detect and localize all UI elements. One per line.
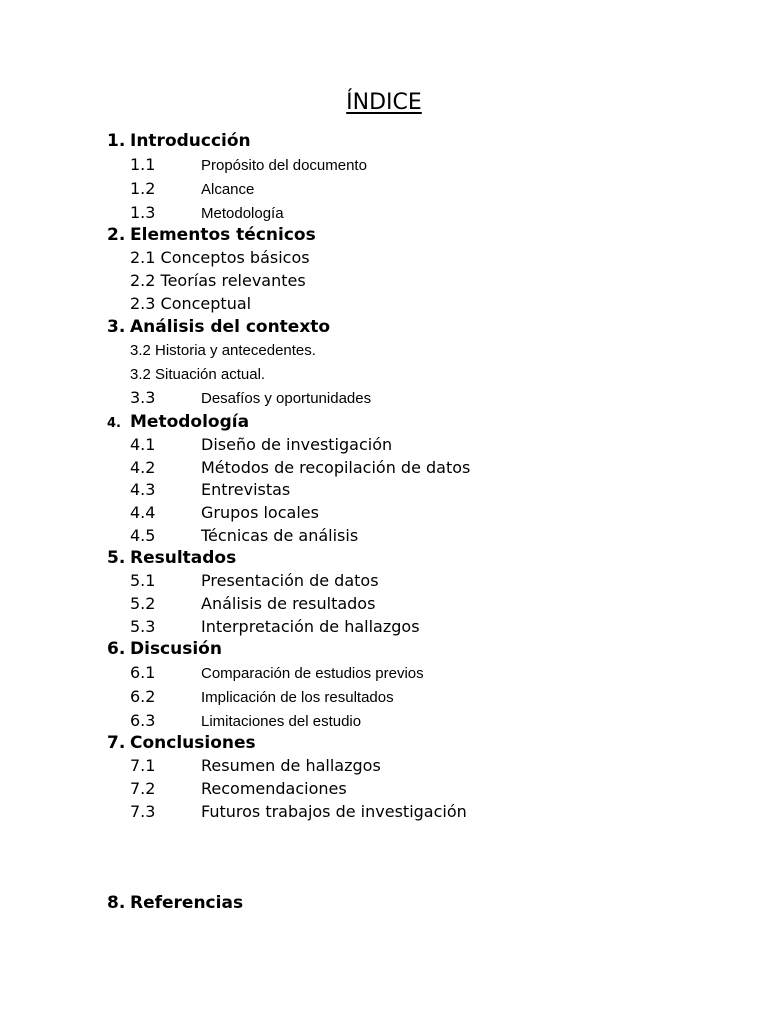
subsection-4-5: 4.5 Técnicas de análisis	[130, 526, 359, 545]
subsection-5-3: 5.3 Interpretación de hallazgos	[130, 617, 420, 636]
section-6-heading: 6. Discusión	[107, 639, 222, 659]
subsection-4-3: 4.3 Entrevistas	[130, 480, 291, 499]
section-2-heading: 2. Elementos técnicos	[107, 225, 316, 245]
subsection-7-2: 7.2 Recomendaciones	[130, 779, 347, 798]
subsection-2-3: 2.3 Conceptual	[130, 294, 252, 313]
subsection-2-1: 2.1 Conceptos básicos	[130, 248, 310, 267]
section-8-heading: 8. Referencias	[107, 893, 244, 913]
subsection-5-1: 5.1 Presentación de datos	[130, 571, 379, 590]
section-number: 1.	[107, 131, 126, 151]
subsection-1-3: 1.3 Metodología	[130, 203, 284, 222]
section-1-heading	[107, 131, 251, 151]
section-7-heading: 7. Conclusiones	[107, 733, 256, 753]
subsection-3-3: 3.3 Desafíos y oportunidades	[130, 388, 372, 407]
section-5-heading: 5. Resultados	[107, 548, 237, 568]
subsection-1-1: 1.1 Propósito del documento	[130, 155, 367, 174]
subsection-4-4: 4.4 Grupos locales	[130, 503, 319, 522]
subsection-2-2: 2.2 Teorías relevantes	[130, 271, 306, 290]
subsection-4-1: 4.1 Diseño de investigación	[130, 435, 393, 454]
subsection-7-3: 7.3 Futuros trabajos de investigación	[130, 802, 467, 821]
subsection-3-1: 3.2 Historia y antecedentes.	[130, 342, 316, 359]
section-3-heading: 3. Análisis del contexto	[107, 317, 331, 337]
index-title: ÍNDICE	[346, 90, 422, 115]
subsection-1-2: 1.2 Alcance	[130, 179, 255, 198]
subsection-4-2: 4.2 Métodos de recopilación de datos	[130, 458, 471, 477]
section-4-heading: 4. Metodología	[107, 412, 250, 432]
subsection-7-1: 7.1 Resumen de hallazgos	[130, 756, 381, 775]
subsection-6-3: 6.3 Limitaciones del estudio	[130, 711, 362, 730]
subsection-6-1: 6.1 Comparación de estudios previos	[130, 663, 424, 682]
subsection-5-2: 5.2 Análisis de resultados	[130, 594, 376, 613]
subsection-3-2: 3.2 Situación actual.	[130, 366, 266, 383]
section-label: Introducción	[130, 131, 251, 151]
subsection-6-2: 6.2 Implicación de los resultados	[130, 687, 394, 706]
